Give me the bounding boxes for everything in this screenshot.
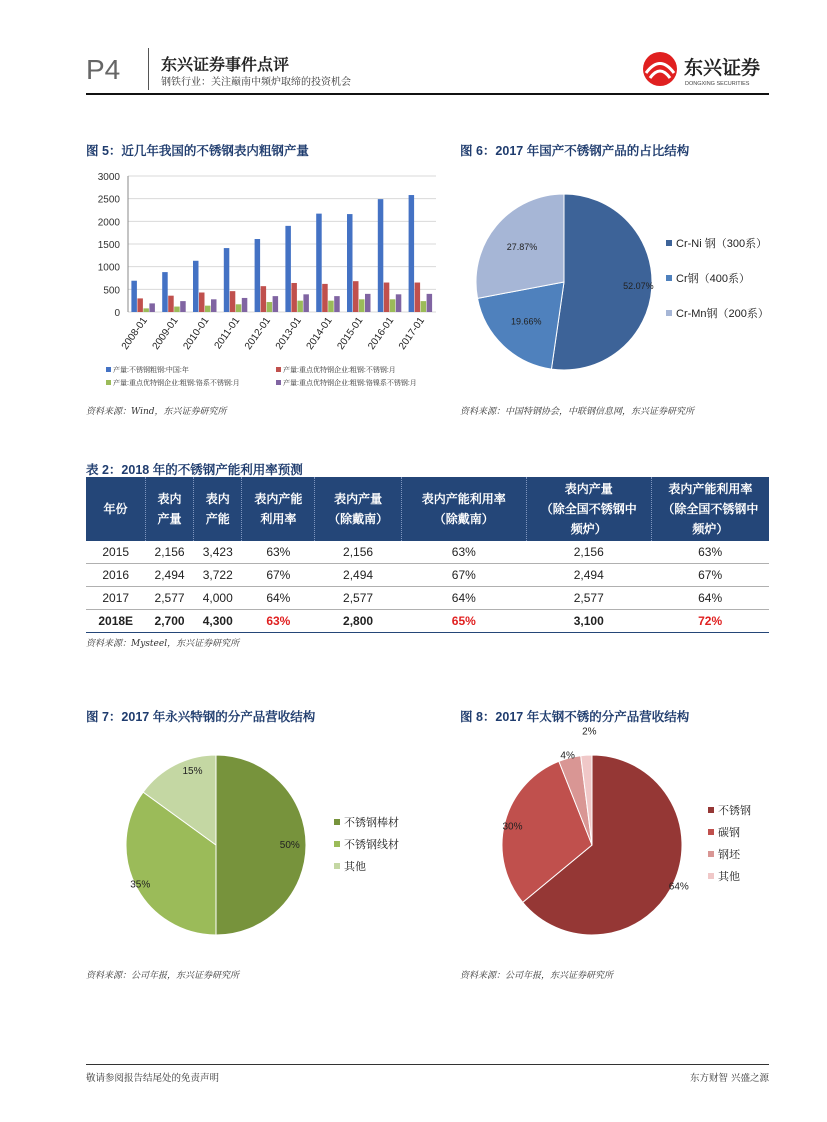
table-cell: 72% <box>651 610 769 633</box>
pie-value-label: 30% <box>502 821 523 833</box>
bar-2010-01-s2 <box>199 293 205 312</box>
pie-value-label: 35% <box>130 879 151 891</box>
pie-value-label: 64% <box>668 881 689 893</box>
fig8-source: 资料来源：公司年报，东兴证券研究所 <box>460 971 614 981</box>
col-header-utilization-ex-dainan <box>401 477 526 541</box>
bar-2008-01-s4 <box>149 303 155 312</box>
bar-2013-01-s4 <box>303 294 309 312</box>
header-line: 表内产能利用率 <box>668 482 753 496</box>
bar-2012-01-s3 <box>267 302 273 312</box>
legend-swatch <box>708 851 714 857</box>
footer-slogan: 东方财智 兴盛之源 <box>689 1073 769 1084</box>
table-cell: 63% <box>401 541 526 564</box>
bar-2009-01-s4 <box>180 301 186 312</box>
bar-2011-01-s2 <box>230 291 236 312</box>
x-tick-label: 2012-01 <box>242 315 274 352</box>
header-line: 产能 <box>205 512 230 526</box>
table-cell: 65% <box>401 610 526 633</box>
col-header-capacity <box>194 477 242 541</box>
legend-label: 不锈钢棒材 <box>344 817 399 829</box>
pie-value-label: 2% <box>582 726 597 738</box>
col-header-output-ex-ifurnace <box>526 477 651 541</box>
bar-2016-01-s3 <box>390 299 396 312</box>
bar-2016-01-s2 <box>384 283 390 312</box>
fig5-source: 资料来源：Wind，东兴证券研究所 <box>86 407 227 417</box>
table-cell: 2,156 <box>315 541 402 564</box>
bar-2012-01-s1 <box>255 239 261 312</box>
fig7-title: 图 7：2017 年永兴特钢的分产品营收结构 <box>86 710 316 724</box>
legend-swatch <box>334 863 340 869</box>
logo-text: 东兴证券 <box>684 58 761 79</box>
legend-swatch <box>106 367 111 372</box>
header-line: 表内产能 <box>254 492 303 506</box>
header-line: 频炉） <box>570 522 607 536</box>
table-cell: 67% <box>651 564 769 587</box>
fig8-pie-chart <box>460 726 780 950</box>
pie-value-label: 4% <box>560 750 575 762</box>
legend-swatch <box>276 367 281 372</box>
header-line: 年份 <box>103 502 128 516</box>
x-tick-label: 2016-01 <box>366 315 397 352</box>
y-tick-label: 2000 <box>97 217 120 229</box>
table-cell: 64% <box>401 587 526 610</box>
table-cell: 2,800 <box>315 610 402 633</box>
header-line: 表内 <box>205 492 230 506</box>
legend-swatch <box>708 873 714 879</box>
header-rule <box>86 93 769 95</box>
table-cell: 64% <box>651 587 769 610</box>
header-line: （除全国不锈钢中 <box>662 502 759 516</box>
legend-label: 产量:重点优特钢企业:粗钢:铬系不锈钢:月 <box>113 380 240 387</box>
legend-label: 不锈钢线材 <box>344 839 399 851</box>
x-tick-label: 2017-01 <box>396 315 428 352</box>
table-cell: 64% <box>242 587 315 610</box>
table-cell: 63% <box>242 541 315 564</box>
bar-2013-01-s1 <box>285 226 291 312</box>
table-cell: 3,423 <box>194 541 242 564</box>
footer-rule <box>86 1064 769 1065</box>
bar-2014-01-s4 <box>334 296 340 312</box>
x-tick-label: 2013-01 <box>273 315 304 352</box>
x-tick-label: 2010-01 <box>181 315 212 352</box>
legend-swatch <box>106 380 111 385</box>
table2-source: 资料来源：Mysteel，东兴证券研究所 <box>86 639 240 649</box>
legend-swatch <box>666 310 672 316</box>
bar-2013-01-s2 <box>291 283 297 312</box>
table-row <box>86 587 769 610</box>
col-header-utilization-ex-ifurnace <box>651 477 769 541</box>
table-cell: 2,156 <box>145 541 193 564</box>
bar-2011-01-s4 <box>242 298 248 312</box>
table-row <box>86 564 769 587</box>
fig5-title: 图 5：近几年我国的不锈钢表内粗钢产量 <box>86 144 309 158</box>
header-line: 产量 <box>157 512 182 526</box>
col-header-output <box>145 477 193 541</box>
legend-swatch <box>666 275 672 281</box>
header-line: 表内产能利用率 <box>421 492 506 506</box>
legend-swatch <box>708 829 714 835</box>
header-line: 表内 <box>157 492 182 506</box>
legend-label: 产量:不锈钢粗钢:中国:年 <box>113 367 189 374</box>
bar-2015-01-s3 <box>359 299 365 312</box>
x-tick-label: 2008-01 <box>119 315 150 352</box>
fig6-source: 资料来源：中国特钢协会，中联钢信息网，东兴证券研究所 <box>460 407 695 417</box>
y-tick-label: 2500 <box>97 194 120 206</box>
table-cell: 2018E <box>86 610 145 633</box>
legend-swatch <box>708 807 714 813</box>
legend-swatch <box>334 841 340 847</box>
bar-2017-01-s2 <box>415 283 421 312</box>
bar-2009-01-s1 <box>162 272 168 312</box>
bar-2008-01-s3 <box>143 308 149 312</box>
bar-2017-01-s1 <box>409 195 415 312</box>
table-cell: 4,000 <box>194 587 242 610</box>
col-header-utilization <box>242 477 315 541</box>
company-logo <box>640 48 770 90</box>
page-number: P4 <box>86 54 121 85</box>
header-line: 利用率 <box>260 512 297 526</box>
table-cell: 2,494 <box>315 564 402 587</box>
fig6-title: 图 6：2017 年国产不锈钢产品的占比结构 <box>460 144 690 158</box>
table-cell: 2016 <box>86 564 145 587</box>
table-cell: 67% <box>401 564 526 587</box>
bar-2009-01-s3 <box>174 307 180 312</box>
header-line: 频炉） <box>692 522 729 536</box>
fig7-pie-chart <box>86 735 436 950</box>
x-tick-label: 2009-01 <box>150 315 181 352</box>
bar-2014-01-s2 <box>322 284 328 312</box>
bar-2015-01-s1 <box>347 214 353 312</box>
table-cell: 4,300 <box>194 610 242 633</box>
bar-2017-01-s4 <box>427 294 433 312</box>
fig5-bar-chart <box>86 168 446 393</box>
header-line: 表内产量 <box>564 482 613 496</box>
y-tick-label: 0 <box>114 308 120 319</box>
footer-disclaimer: 敬请参阅报告结尾处的免责声明 <box>86 1073 220 1084</box>
pie-value-label: 50% <box>279 840 300 851</box>
header-line: 表内产量 <box>334 492 383 506</box>
bar-2010-01-s1 <box>193 261 199 312</box>
bar-2009-01-s2 <box>168 296 174 312</box>
legend-label: 不锈钢 <box>718 805 751 817</box>
table-cell: 3,100 <box>526 610 651 633</box>
y-tick-label: 3000 <box>97 172 120 183</box>
bar-2010-01-s3 <box>205 306 211 312</box>
fig6-pie-chart <box>460 180 780 385</box>
bar-2016-01-s4 <box>396 294 402 312</box>
legend-swatch <box>276 380 281 385</box>
table-cell: 2,577 <box>526 587 651 610</box>
table-cell: 2,494 <box>145 564 193 587</box>
report-subtitle: 钢铁行业：关注巅南中频炉取缔的投资机会 <box>161 77 351 88</box>
table2-title: 表 2：2018 年的不锈钢产能利用率预测 <box>86 463 303 477</box>
bar-2011-01-s3 <box>236 304 242 312</box>
x-tick-label: 2011-01 <box>212 315 243 352</box>
legend-label: 产量:重点优特钢企业:粗钢:不锈钢:月 <box>283 367 396 374</box>
capacity-utilization-table <box>86 477 769 633</box>
bar-2014-01-s3 <box>328 301 334 312</box>
legend-label: 其他 <box>718 871 740 883</box>
bar-2012-01-s4 <box>273 296 279 312</box>
bar-2012-01-s2 <box>261 286 267 312</box>
legend-label: 碳钢 <box>718 827 740 839</box>
table-cell: 2,700 <box>145 610 193 633</box>
logo-emblem-icon <box>640 48 770 90</box>
pie-value-label: 52.07% <box>623 280 654 291</box>
bar-2016-01-s1 <box>378 199 384 312</box>
table-cell: 3,722 <box>194 564 242 587</box>
bar-2008-01-s1 <box>131 281 137 312</box>
report-title: 东兴证券事件点评 <box>161 57 290 74</box>
legend-label: Cr钢（400系） <box>676 273 750 285</box>
bar-2011-01-s1 <box>224 248 230 312</box>
x-tick-label: 2015-01 <box>335 315 366 352</box>
fig8-title: 图 8：2017 年太钢不锈的分产品营收结构 <box>460 710 690 724</box>
header-divider <box>148 48 149 90</box>
y-tick-label: 1000 <box>97 262 120 274</box>
table-cell: 2015 <box>86 541 145 564</box>
col-header-year <box>86 477 145 541</box>
header-line: （除戴南） <box>433 512 494 526</box>
bar-2008-01-s2 <box>137 298 143 312</box>
y-tick-label: 1500 <box>97 240 120 251</box>
legend-label: 钢坯 <box>718 849 740 861</box>
table-row <box>86 541 769 564</box>
table-row <box>86 610 769 633</box>
legend-label: 产量:重点优特钢企业:粗钢:铬镍系不锈钢:月 <box>283 380 417 387</box>
legend-label: Cr-Ni 钢（300系） <box>676 238 768 250</box>
header-line: （除全国不锈钢中 <box>540 502 637 516</box>
y-tick-label: 500 <box>103 285 120 297</box>
table-cell: 63% <box>651 541 769 564</box>
pie-value-label: 19.66% <box>511 316 542 327</box>
table-cell: 67% <box>242 564 315 587</box>
fig7-source: 资料来源：公司年报，东兴证券研究所 <box>86 971 240 981</box>
bar-2010-01-s4 <box>211 299 217 312</box>
bar-2015-01-s2 <box>353 281 359 312</box>
bar-2014-01-s1 <box>316 214 322 312</box>
pie-value-label: 15% <box>182 766 203 778</box>
table-cell: 2,494 <box>526 564 651 587</box>
legend-swatch <box>666 240 672 246</box>
x-tick-label: 2014-01 <box>304 315 335 352</box>
bar-2013-01-s3 <box>297 301 303 312</box>
header-line: （除戴南） <box>328 512 389 526</box>
table-header-row <box>86 477 769 541</box>
table-cell: 2,577 <box>315 587 402 610</box>
table-cell: 2,156 <box>526 541 651 564</box>
legend-swatch <box>334 819 340 825</box>
table-cell: 2,577 <box>145 587 193 610</box>
legend-label: Cr-Mn钢（200系） <box>676 308 769 320</box>
logo-en: DONGXING SECURITIES <box>685 81 750 87</box>
bar-2015-01-s4 <box>365 294 371 312</box>
pie-value-label: 27.87% <box>506 242 538 253</box>
table-cell: 2017 <box>86 587 145 610</box>
table-cell: 63% <box>242 610 315 633</box>
legend-label: 其他 <box>344 861 366 873</box>
col-header-output-ex-dainan <box>315 477 402 541</box>
bar-2017-01-s3 <box>421 301 427 312</box>
